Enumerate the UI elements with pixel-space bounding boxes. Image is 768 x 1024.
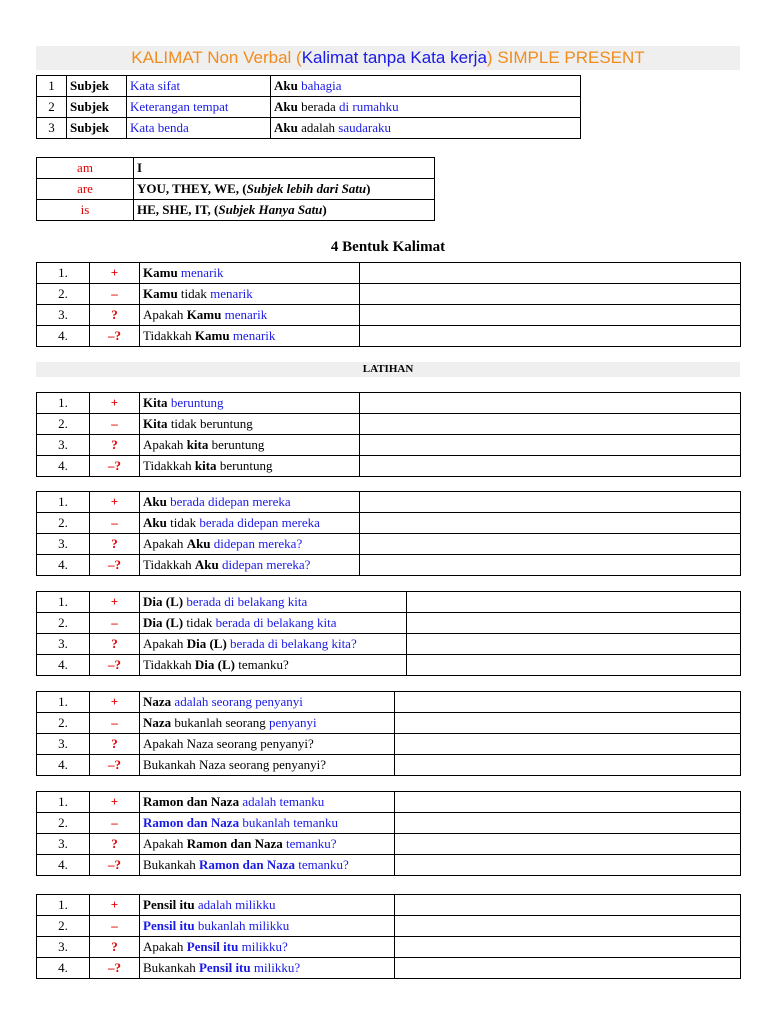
answer-cell: [395, 792, 741, 813]
answer-cell: [360, 414, 741, 435]
sentence-types-table: [36, 75, 581, 139]
sentence-fragment: tidak: [177, 286, 211, 301]
table-row: [37, 326, 741, 347]
table-row: [37, 456, 741, 477]
sentence-cell: [140, 895, 395, 916]
answer-cell: [360, 555, 741, 576]
sentence-fragment: berada di belakang kita?: [230, 636, 357, 651]
sentence-fragment: Pensil itu: [143, 897, 195, 912]
table-row: [37, 734, 741, 755]
example-middle: berada: [297, 99, 339, 114]
table-row: [37, 692, 741, 713]
sentence-fragment: Tidakkah: [143, 557, 195, 572]
sentence-fragment: Ramon dan Naza: [143, 815, 240, 830]
sentence-cell: [140, 937, 395, 958]
answer-cell: [360, 393, 741, 414]
table-row: [37, 435, 741, 456]
sentence-fragment: berada didepan mereka: [170, 494, 291, 509]
answer-cell: [360, 326, 741, 347]
sentence-fragment: beruntung: [170, 395, 224, 410]
pronoun-list: HE, SHE, IT, (: [137, 202, 219, 217]
table-row: [37, 305, 741, 326]
example-cell: [271, 97, 581, 118]
table-row: [37, 534, 741, 555]
example-subject: Aku: [274, 78, 298, 93]
sentence-fragment: Kita: [143, 416, 168, 431]
sentence-fragment: bukanlah temanku: [242, 815, 338, 830]
title-part-1: KALIMAT Non Verbal: [131, 48, 297, 67]
example-rest: bahagia: [301, 78, 342, 93]
answer-cell: [360, 492, 741, 513]
sentence-fragment: adalah seorang penyanyi: [174, 694, 303, 709]
sentence-form-mark: –: [90, 613, 140, 634]
example-rest: saudaraku: [338, 120, 391, 135]
table-row: [37, 76, 581, 97]
sentence-fragment: Apakah: [143, 536, 187, 551]
sentence-fragment: Apakah: [143, 636, 187, 651]
table-row: [37, 792, 741, 813]
sentence-fragment: berada di belakang kita: [215, 615, 337, 630]
to-be-verb: am: [37, 158, 134, 179]
pronoun-close: ): [322, 202, 327, 217]
row-number: 2.: [37, 284, 90, 305]
sentence-form-mark: ?: [90, 834, 140, 855]
sentence-fragment: Aku: [194, 557, 219, 572]
row-number: 1: [37, 76, 67, 97]
sentence-cell: [140, 713, 395, 734]
example-cell: [271, 76, 581, 97]
sentence-form-mark: ?: [90, 634, 140, 655]
sentence-fragment: menarik: [224, 307, 268, 322]
sentence-fragment: menarik: [180, 265, 224, 280]
answer-cell: [395, 895, 741, 916]
answer-cell: [395, 834, 741, 855]
table-row: [37, 179, 435, 200]
row-number: 2.: [37, 613, 90, 634]
sentence-cell: [140, 692, 395, 713]
answer-cell: [395, 958, 741, 979]
row-number: 1.: [37, 393, 90, 414]
table-row: [37, 958, 741, 979]
row-number: 3.: [37, 937, 90, 958]
table-row: [37, 158, 435, 179]
answer-cell: [395, 855, 741, 876]
sentence-cell: [140, 916, 395, 937]
sentence-fragment: Naza: [143, 715, 172, 730]
to-be-verb: are: [37, 179, 134, 200]
sentence-fragment: adalah milikku: [197, 897, 276, 912]
sentence-fragment: temanku?: [298, 857, 349, 872]
title-part-2: (: [296, 48, 302, 67]
sentence-fragment: berada di belakang kita: [186, 594, 308, 609]
sentence-fragment: Ramon dan Naza: [186, 836, 283, 851]
table-row: [37, 916, 741, 937]
sentence-form-mark: +: [90, 263, 140, 284]
subject-label: Subjek: [67, 118, 127, 139]
row-number: 2.: [37, 414, 90, 435]
sentence-fragment: Tidakkah: [143, 328, 195, 343]
sentence-fragment: Apakah Naza seorang penyanyi?: [143, 736, 314, 751]
sentence-fragment: beruntung: [216, 458, 273, 473]
table-row: [37, 592, 741, 613]
answer-cell: [407, 592, 741, 613]
sentence-fragment: didepan mereka?: [222, 557, 311, 572]
type-label: Kata sifat: [127, 76, 271, 97]
example-middle: adalah: [297, 120, 339, 135]
sentence-fragment: penyanyi: [269, 715, 317, 730]
sentence-fragment: Bukankah: [143, 960, 199, 975]
sentence-form-mark: –?: [90, 755, 140, 776]
sentence-fragment: tidak: [166, 515, 200, 530]
answer-cell: [395, 916, 741, 937]
row-number: 3.: [37, 305, 90, 326]
row-number: 2.: [37, 916, 90, 937]
sentence-fragment: Ramon dan Naza: [198, 857, 296, 872]
answer-cell: [407, 655, 741, 676]
sentence-cell: [140, 456, 360, 477]
row-number: 3.: [37, 734, 90, 755]
sentence-cell: [140, 834, 395, 855]
answer-cell: [360, 534, 741, 555]
table-row: [37, 97, 581, 118]
sentence-fragment: Apakah: [143, 307, 187, 322]
row-number: 4.: [37, 326, 90, 347]
sentence-form-mark: ?: [90, 435, 140, 456]
subject-label: Subjek: [67, 97, 127, 118]
answer-cell: [395, 813, 741, 834]
table-row: [37, 513, 741, 534]
row-number: 4.: [37, 655, 90, 676]
sentence-fragment: Pensil itu: [198, 960, 251, 975]
sentence-fragment: Kita: [143, 395, 168, 410]
sentence-fragment: Aku: [186, 536, 211, 551]
table-row: [37, 813, 741, 834]
row-number: 4.: [37, 755, 90, 776]
exercise-table-5: [36, 791, 741, 876]
row-number: 3: [37, 118, 67, 139]
sentence-cell: [140, 414, 360, 435]
page-title: [36, 46, 740, 70]
pronoun-cell: [134, 158, 435, 179]
sentence-fragment: bukanlah seorang: [171, 715, 270, 730]
sentence-form-mark: ?: [90, 734, 140, 755]
title-part-4: ): [486, 48, 498, 67]
row-number: 4.: [37, 555, 90, 576]
sentence-fragment: Dia (L): [143, 594, 184, 609]
row-number: 3.: [37, 834, 90, 855]
sentence-fragment: Bukankah: [143, 857, 199, 872]
sentence-fragment: Aku: [143, 515, 167, 530]
row-number: 1.: [37, 895, 90, 916]
table-row: [37, 555, 741, 576]
sentence-fragment: Apakah: [143, 939, 187, 954]
answer-cell: [395, 937, 741, 958]
exercise-table-1: [36, 392, 741, 477]
sentence-form-mark: –: [90, 513, 140, 534]
sentence-cell: [140, 734, 395, 755]
row-number: 1.: [37, 492, 90, 513]
sentence-form-mark: –: [90, 813, 140, 834]
latihan-heading: LATIHAN: [36, 362, 740, 377]
sentence-fragment: Bukankah Naza seorang penyanyi?: [143, 757, 327, 772]
to-be-table: [36, 157, 435, 221]
row-number: 3.: [37, 435, 90, 456]
sentence-form-mark: ?: [90, 937, 140, 958]
row-number: 1.: [37, 792, 90, 813]
forms-heading: 4 Bentuk Kalimat: [330, 239, 446, 255]
sentence-cell: [140, 958, 395, 979]
table-row: [37, 755, 741, 776]
exercise-table-6: [36, 894, 741, 979]
table-row: [37, 263, 741, 284]
table-row: [37, 937, 741, 958]
sentence-form-mark: –?: [90, 655, 140, 676]
sentence-form-mark: +: [90, 592, 140, 613]
answer-cell: [360, 284, 741, 305]
sentence-fragment: Tidakkah: [143, 458, 195, 473]
sentence-fragment: Pensil itu: [186, 939, 239, 954]
table-row: [37, 713, 741, 734]
sentence-fragment: Dia (L): [194, 657, 235, 672]
sentence-cell: [140, 555, 360, 576]
sentence-cell: [140, 492, 360, 513]
to-be-verb: is: [37, 200, 134, 221]
sentence-cell: [140, 305, 360, 326]
answer-cell: [360, 305, 741, 326]
sentence-cell: [140, 655, 407, 676]
table-row: [37, 492, 741, 513]
exercise-table-4: [36, 691, 741, 776]
sentence-form-mark: –: [90, 284, 140, 305]
sentence-fragment: menarik: [232, 328, 276, 343]
sentence-cell: [140, 592, 407, 613]
sentence-fragment: kita: [194, 458, 217, 473]
sentence-fragment: Ramon dan Naza: [143, 794, 240, 809]
sentence-form-mark: –: [90, 414, 140, 435]
answer-cell: [407, 634, 741, 655]
example-subject: Aku: [274, 99, 298, 114]
sentence-cell: [140, 634, 407, 655]
sentence-fragment: tidak: [183, 615, 216, 630]
answer-cell: [407, 613, 741, 634]
sentence-cell: [140, 435, 360, 456]
sentence-fragment: Kamu: [143, 286, 178, 301]
row-number: 2.: [37, 713, 90, 734]
sentence-form-mark: –: [90, 713, 140, 734]
sentence-fragment: tidak beruntung: [167, 416, 253, 431]
sentence-fragment: menarik: [210, 286, 253, 301]
sentence-form-mark: –?: [90, 555, 140, 576]
table-row: [37, 855, 741, 876]
table-row: [37, 613, 741, 634]
sentence-form-mark: +: [90, 492, 140, 513]
sentence-fragment: Pensil itu: [143, 918, 195, 933]
sentence-fragment: milikku?: [241, 939, 288, 954]
sentence-fragment: Aku: [143, 494, 167, 509]
type-label: Keterangan tempat: [127, 97, 271, 118]
table-row: [37, 200, 435, 221]
sentence-cell: [140, 263, 360, 284]
row-number: 4.: [37, 456, 90, 477]
sentence-fragment: Apakah: [143, 437, 187, 452]
sentence-fragment: temanku?: [234, 657, 289, 672]
sentence-cell: [140, 755, 395, 776]
answer-cell: [360, 513, 741, 534]
sentence-form-mark: –?: [90, 958, 140, 979]
row-number: 2: [37, 97, 67, 118]
answer-cell: [395, 692, 741, 713]
sentence-form-mark: +: [90, 692, 140, 713]
sentence-form-mark: ?: [90, 534, 140, 555]
row-number: 2.: [37, 513, 90, 534]
answer-cell: [395, 755, 741, 776]
row-number: 2.: [37, 813, 90, 834]
sentence-fragment: Tidakkah: [143, 657, 195, 672]
type-label: Kata benda: [127, 118, 271, 139]
sentence-fragment: Kamu: [143, 265, 178, 280]
sentence-cell: [140, 513, 360, 534]
example-cell: [271, 118, 581, 139]
answer-cell: [360, 456, 741, 477]
sentence-fragment: berada didepan mereka: [199, 515, 320, 530]
sentence-form-mark: –?: [90, 855, 140, 876]
sentence-cell: [140, 534, 360, 555]
answer-cell: [395, 734, 741, 755]
sentence-fragment: Kamu: [186, 307, 222, 322]
sentence-cell: [140, 792, 395, 813]
sentence-cell: [140, 393, 360, 414]
row-number: 1.: [37, 592, 90, 613]
pronoun-list: YOU, THEY, WE, (: [137, 181, 247, 196]
answer-cell: [360, 435, 741, 456]
table-row: [37, 634, 741, 655]
sentence-fragment: bukanlah milikku: [197, 918, 290, 933]
example-subject: Aku: [274, 120, 298, 135]
subject-label: Subjek: [67, 76, 127, 97]
title-part-5: SIMPLE PRESENT: [497, 48, 645, 67]
sentence-fragment: temanku?: [286, 836, 337, 851]
row-number: 1.: [37, 692, 90, 713]
title-part-3: Kalimat tanpa Kata kerja: [301, 48, 487, 67]
table-row: [37, 895, 741, 916]
sentence-cell: [140, 326, 360, 347]
sentence-cell: [140, 284, 360, 305]
sentence-form-mark: +: [90, 792, 140, 813]
sentence-fragment: Apakah: [143, 836, 187, 851]
pronoun-list: I: [137, 160, 143, 175]
exercise-table-3: [36, 591, 741, 676]
sentence-fragment: adalah temanku: [242, 794, 325, 809]
sentence-form-mark: –?: [90, 456, 140, 477]
sentence-form-mark: ?: [90, 305, 140, 326]
forms-table: [36, 262, 741, 347]
row-number: 3.: [37, 534, 90, 555]
answer-cell: [395, 713, 741, 734]
row-number: 1.: [37, 263, 90, 284]
sentence-form-mark: –: [90, 916, 140, 937]
row-number: 4.: [37, 855, 90, 876]
sentence-fragment: Kamu: [194, 328, 230, 343]
sentence-fragment: Dia (L): [186, 636, 227, 651]
pronoun-note: Subjek lebih dari Satu: [246, 181, 367, 196]
answer-cell: [360, 263, 741, 284]
sentence-cell: [140, 813, 395, 834]
sentence-fragment: Dia (L): [143, 615, 184, 630]
table-row: [37, 414, 741, 435]
pronoun-cell: [134, 200, 435, 221]
sentence-cell: [140, 613, 407, 634]
example-rest: di rumahku: [339, 99, 399, 114]
sentence-form-mark: –?: [90, 326, 140, 347]
exercise-table-2: [36, 491, 741, 576]
table-row: [37, 393, 741, 414]
sentence-fragment: milikku?: [253, 960, 301, 975]
pronoun-note: Subjek Hanya Satu: [218, 202, 323, 217]
sentence-fragment: kita: [186, 437, 209, 452]
sentence-cell: [140, 855, 395, 876]
row-number: 4.: [37, 958, 90, 979]
row-number: 3.: [37, 634, 90, 655]
table-row: [37, 834, 741, 855]
sentence-fragment: beruntung: [208, 437, 265, 452]
sentence-fragment: didepan mereka?: [213, 536, 303, 551]
table-row: [37, 655, 741, 676]
pronoun-cell: [134, 179, 435, 200]
sentence-form-mark: +: [90, 393, 140, 414]
sentence-form-mark: +: [90, 895, 140, 916]
table-row: [37, 118, 581, 139]
pronoun-close: ): [366, 181, 371, 196]
sentence-fragment: Naza: [143, 694, 172, 709]
table-row: [37, 284, 741, 305]
